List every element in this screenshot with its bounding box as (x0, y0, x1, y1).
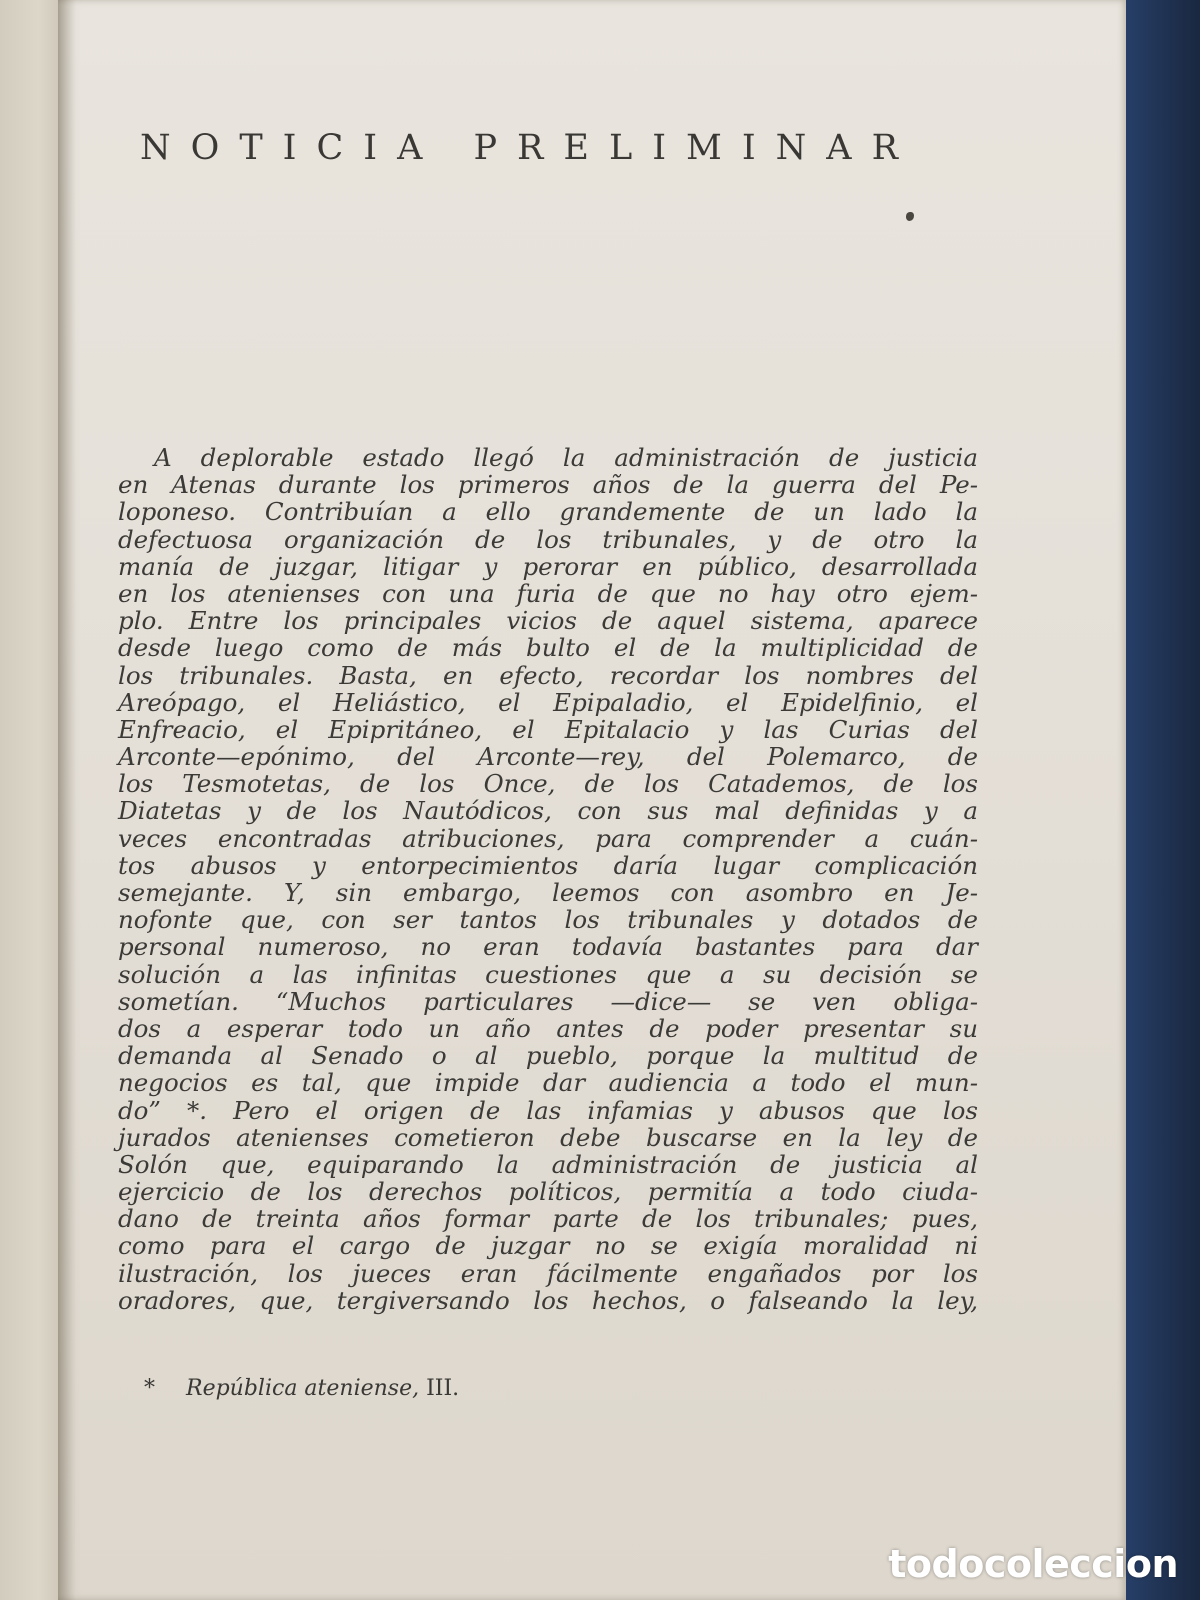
body-line: en los atenienses con una furia de que no hay otro ejem- (118, 578, 978, 608)
body-line: Solón que, equiparando la administración de justicia al (118, 1149, 978, 1179)
body-line: loponeso. Contribuían a ello grandemente de un lado la (118, 497, 978, 527)
body-line: ilustración, los jueces eran fácilmente engañados por los (118, 1258, 978, 1288)
body-line: defectuosa organización de los tribunales, y de otro la (118, 524, 978, 554)
body-line: demanda al Senado o al pueblo, porque la multitud de (118, 1041, 978, 1071)
body-line: los tribunales. Basta, en efecto, recordar los nombres del (118, 660, 978, 690)
body-line: sometían. “Muchos particulares —dice— se ven obliga- (118, 986, 978, 1016)
page-gutter-shadow (58, 0, 76, 1600)
page-title: NOTICIA PRELIMINAR (140, 128, 918, 168)
body-line: tos abusos y entorpecimientos daría lugar complicación (118, 850, 978, 880)
body-line: solución a las infinitas cuestiones que a su decisión se (118, 959, 978, 989)
footnote-mark: * (144, 1376, 155, 1401)
body-line: veces encontradas atribuciones, para comprender a cuán- (118, 823, 978, 853)
body-line: plo. Entre los principales vicios de aquel sistema, aparece (118, 606, 978, 636)
body-line: ejercicio de los derechos políticos, permitía a todo ciuda- (118, 1177, 978, 1207)
footnote (144, 1376, 744, 1401)
body-text (118, 444, 978, 1314)
body-line: jurados atenienses cometieron debe buscarse en la ley de (118, 1122, 978, 1152)
body-line: dano de treinta años formar parte de los tribunales; pues, (118, 1204, 978, 1234)
body-line: A deplorable estado llegó la administración de justicia (154, 443, 978, 472)
body-line: semejante. Y, sin embargo, leemos con asombro en Je- (118, 878, 978, 907)
body-line: nofonte que, con ser tantos los tribunales y dotados de (118, 905, 978, 935)
body-line: Diatetas y de los Nautódicos, con sus mal definidas y a (118, 796, 978, 826)
footnote-ref: III. (426, 1376, 460, 1401)
body-line: Arconte—epónimo, del Arconte—rey, del Polemarco, de (118, 742, 978, 772)
body-line: dos a esperar todo un año antes de poder presentar su (118, 1013, 978, 1043)
body-line: los Tesmotetas, de los Once, de los Catademos, de los (118, 769, 978, 799)
body-line: como para el cargo de juzgar no se exigía moralidad ni (118, 1231, 978, 1261)
body-line: Enfreacio, el Epipritáneo, el Epitalacio y las Curias del (118, 714, 978, 744)
backdrop-right (1122, 0, 1200, 1600)
body-line: Areópago, el Heliástico, el Epipaladio, el Epidelfinio, el (118, 687, 978, 717)
body-line: do” *. Pero el origen de las infamias y abusos que los (118, 1095, 978, 1125)
footnote-title: República ateniense, (186, 1376, 420, 1401)
body-line: manía de juzgar, litigar y perorar en público, desarrollada (118, 551, 978, 581)
watermark-logo: todocoleccion (888, 1542, 1178, 1586)
body-line: negocios es tal, que impide dar audiencia a todo el mun- (118, 1068, 978, 1098)
body-line: personal numeroso, no eran todavía bastantes para dar (118, 932, 978, 962)
body-line: desde luego como de más bulto el de la multiplicidad de (118, 633, 978, 663)
body-line: en Atenas durante los primeros años de la guerra del Pe- (118, 470, 978, 500)
body-line: oradores, que, tergiversando los hechos, o falseando la ley, (118, 1285, 978, 1315)
